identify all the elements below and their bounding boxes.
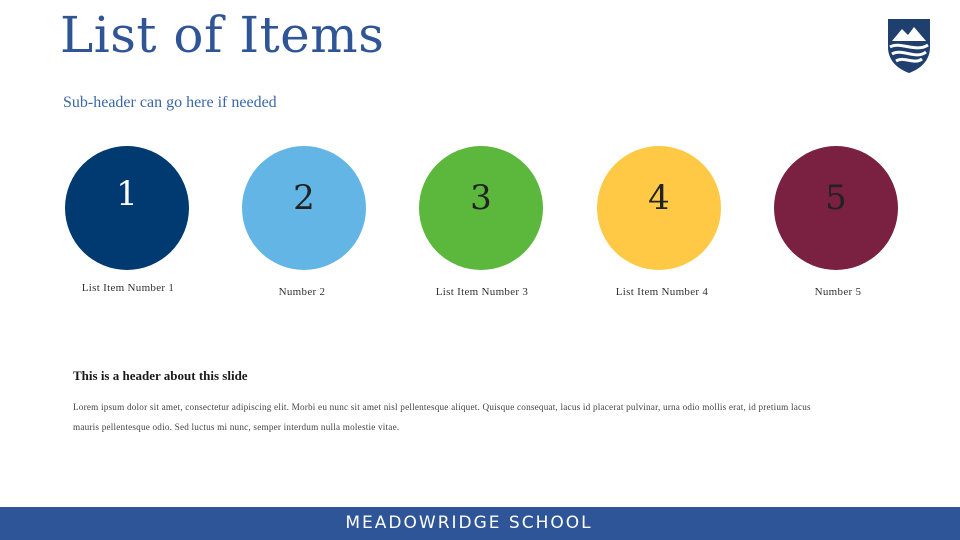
item-label-3: List Item Number 3 bbox=[435, 286, 529, 298]
slide-subtitle: Sub-header can go here if needed bbox=[63, 94, 277, 111]
item-label-4: List Item Number 4 bbox=[615, 286, 709, 298]
item-circle-5 bbox=[774, 146, 898, 270]
item-circle-3 bbox=[419, 146, 543, 270]
item-label-2: Number 2 bbox=[278, 286, 326, 298]
item-circle-4 bbox=[597, 146, 721, 270]
footer-school-name: MEADOWRIDGE SCHOOL bbox=[345, 513, 593, 533]
body-paragraph: Lorem ipsum dolor sit amet, consectetur adipiscing elit. Morbi eu nunc sit amet nisl pellentesque aliquet. Quisque consequat, lacus id placerat pulvinar, urna odio mollis erat, id pretium lacus mauris pellentesque odio. Sed luctus mi nunc, semper interdum nulla molestie vitae. bbox=[73, 402, 811, 432]
item-number-5: 5 bbox=[825, 178, 847, 218]
item-number-3: 3 bbox=[470, 178, 492, 218]
section-header: This is a header about this slide bbox=[73, 368, 248, 383]
item-number-2: 2 bbox=[293, 178, 315, 218]
footer-bar bbox=[0, 507, 960, 540]
item-label-5: Number 5 bbox=[814, 286, 862, 298]
slide-title: List of Items bbox=[60, 6, 385, 64]
school-crest-icon bbox=[886, 17, 932, 75]
item-number-1: 1 bbox=[116, 174, 138, 214]
item-circle-2 bbox=[242, 146, 366, 270]
item-number-4: 4 bbox=[648, 178, 670, 218]
item-label-1: List Item Number 1 bbox=[81, 282, 175, 294]
item-circle-1 bbox=[65, 146, 189, 270]
